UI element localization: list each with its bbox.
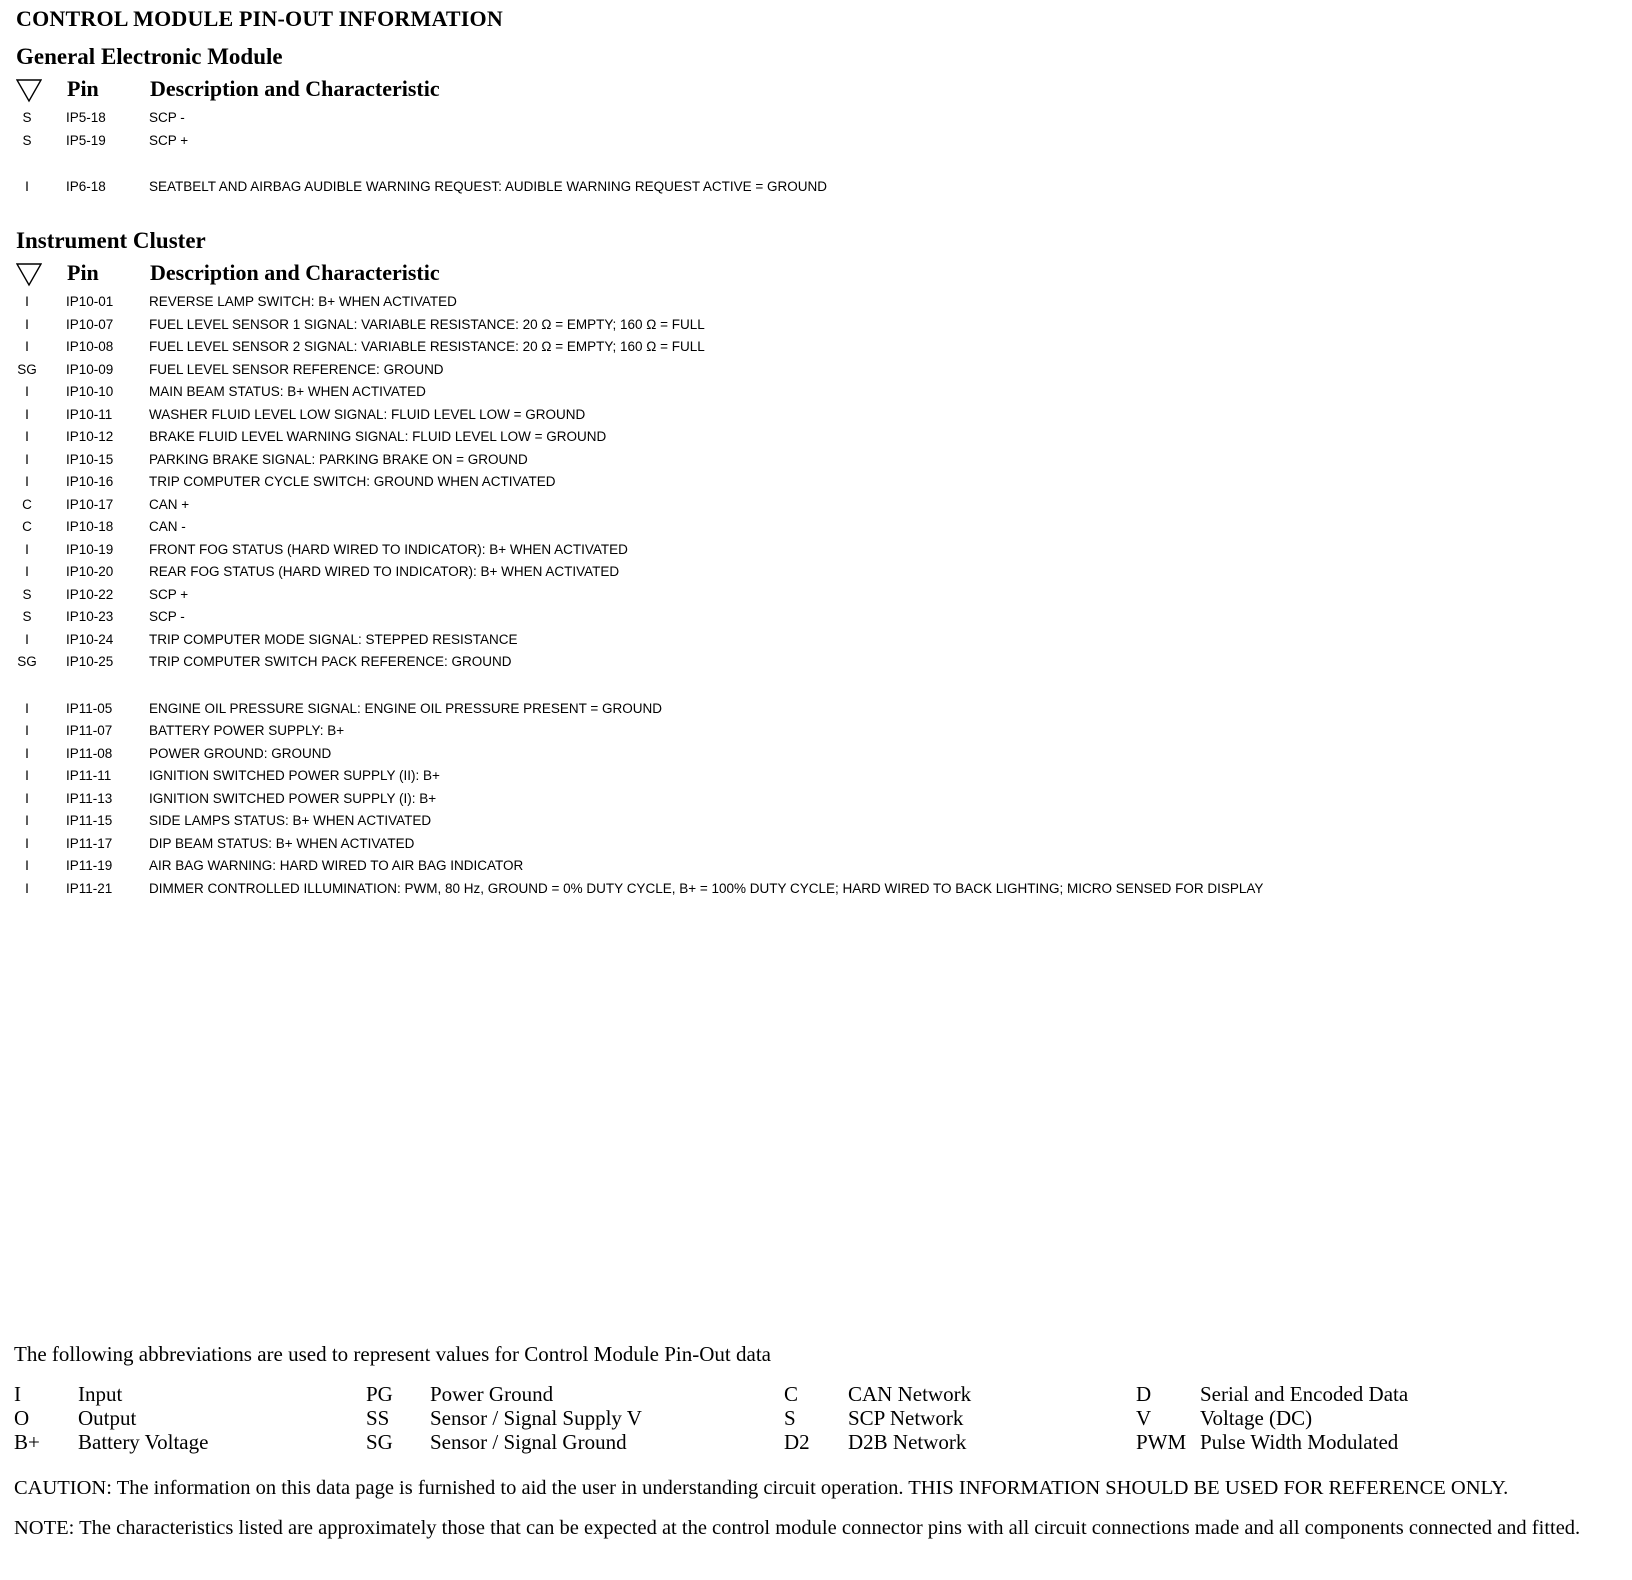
pin-number: IP5-18 xyxy=(66,110,106,125)
pin-type: SG xyxy=(17,361,37,377)
section-title: Instrument Cluster xyxy=(16,228,206,253)
pin-number: IP10-15 xyxy=(66,451,114,467)
pin-row xyxy=(16,651,1576,674)
pin-description: DIMMER CONTROLLED ILLUMINATION: PWM, 80 Hz, GROUND = 0% DUTY CYCLE, B+ = 100% DUTY CYCLE; HARD WIRED TO BACK LIGHTING; MICRO SENSED FOR DISPLAY xyxy=(149,880,1264,896)
pin-description: POWER GROUND: GROUND xyxy=(149,745,332,761)
pin-row xyxy=(16,494,1576,517)
pin-description: MAIN BEAM STATUS: B+ WHEN ACTIVATED xyxy=(149,384,426,399)
pin-description: FUEL LEVEL SENSOR REFERENCE: GROUND xyxy=(149,361,444,377)
pin-type: I xyxy=(25,384,29,399)
pin-row xyxy=(16,698,1576,721)
pin-description: SCP - xyxy=(149,110,185,125)
pin-description: SCP + xyxy=(149,132,189,148)
pin-description: REAR FOG STATUS (HARD WIRED TO INDICATOR): B+ WHEN ACTIVATED xyxy=(149,564,620,579)
pin-type: I xyxy=(25,790,29,806)
pin-number: IP11-08 xyxy=(66,745,113,761)
abbreviation-meaning: CAN Network xyxy=(848,1382,972,1406)
pin-number: IP11-05 xyxy=(66,700,113,716)
abbreviation-meaning: D2B Network xyxy=(848,1430,967,1454)
abbreviation-code: V xyxy=(1136,1406,1152,1430)
pin-number: IP11-11 xyxy=(66,768,112,783)
pin-description: FUEL LEVEL SENSOR 2 SIGNAL: VARIABLE RESISTANCE: 20 Ω = EMPTY; 160 Ω = FULL xyxy=(149,339,705,354)
abbreviation-code: D2 xyxy=(784,1430,810,1454)
pin-number: IP11-17 xyxy=(66,835,113,851)
pin-description: AIR BAG WARNING: HARD WIRED TO AIR BAG INDICATOR xyxy=(149,858,524,873)
pin-row xyxy=(16,449,1576,472)
pin-row xyxy=(16,788,1576,811)
pin-type: I xyxy=(25,745,29,761)
pin-description: DIP BEAM STATUS: B+ WHEN ACTIVATED xyxy=(149,835,415,851)
abbreviation-meaning: SCP Network xyxy=(848,1406,964,1430)
pin-row xyxy=(16,381,1576,404)
pin-description: REVERSE LAMP SWITCH: B+ WHEN ACTIVATED xyxy=(149,294,457,309)
pin-row xyxy=(16,855,1576,878)
abbreviation-meaning: Sensor / Signal Ground xyxy=(430,1430,627,1454)
pin-row xyxy=(16,107,1576,130)
abbreviation-entry xyxy=(1136,1406,1596,1431)
pin-type: I xyxy=(25,316,29,332)
abbreviation-code: PWM xyxy=(1136,1430,1187,1454)
pin-number: IP10-10 xyxy=(66,384,114,399)
pin-row xyxy=(16,629,1576,652)
abbreviation-meaning: Power Ground xyxy=(430,1382,554,1406)
pin-type: I xyxy=(25,179,29,194)
pin-description: BRAKE FLUID LEVEL WARNING SIGNAL: FLUID LEVEL LOW = GROUND xyxy=(149,429,607,444)
column-header-row xyxy=(16,74,1576,107)
pin-row xyxy=(16,720,1576,743)
pin-type: S xyxy=(22,609,32,624)
pin-description: BATTERY POWER SUPPLY: B+ xyxy=(149,723,345,738)
pin-type: I xyxy=(25,813,29,828)
section-title: General Electronic Module xyxy=(16,44,283,69)
pin-number: IP11-13 xyxy=(66,790,113,806)
description-column-header: Description and Characteristic xyxy=(150,76,440,101)
pin-type: S xyxy=(22,110,32,125)
pin-description: CAN + xyxy=(149,496,190,512)
pin-row xyxy=(16,765,1576,788)
abbreviation-meaning: Sensor / Signal Supply V xyxy=(430,1406,642,1430)
abbreviation-entry xyxy=(1136,1430,1596,1455)
pin-number: IP10-24 xyxy=(66,631,114,647)
pin-type: I xyxy=(25,451,29,467)
note-text: NOTE: The characteristics listed are approximately those that can be expected at the control module connector pins with all circuit connections made and all components connected and fitted. xyxy=(14,1517,1581,1539)
pin-type: I xyxy=(25,564,29,579)
pin-number: IP10-25 xyxy=(66,654,114,669)
abbreviations-intro: The following abbreviations are used to represent values for Control Module Pin-Out data xyxy=(14,1342,771,1366)
pin-type: C xyxy=(22,496,32,512)
abbreviation-code: S xyxy=(784,1406,796,1430)
abbreviation-code: SG xyxy=(366,1430,393,1454)
abbreviation-meaning: Voltage (DC) xyxy=(1200,1406,1313,1430)
pin-description: IGNITION SWITCHED POWER SUPPLY (II): B+ xyxy=(149,768,440,783)
abbreviation-code: PG xyxy=(366,1382,393,1406)
abbreviation-entry xyxy=(366,1430,826,1455)
abbreviation-meaning: Battery Voltage xyxy=(78,1430,209,1454)
pin-row xyxy=(16,606,1576,629)
pin-row xyxy=(16,561,1576,584)
pin-description: SIDE LAMPS STATUS: B+ WHEN ACTIVATED xyxy=(149,813,432,828)
pin-description: TRIP COMPUTER MODE SIGNAL: STEPPED RESISTANCE xyxy=(149,631,518,647)
pin-description: TRIP COMPUTER CYCLE SWITCH: GROUND WHEN ACTIVATED xyxy=(149,474,556,489)
pin-description: TRIP COMPUTER SWITCH PACK REFERENCE: GROUND xyxy=(149,654,512,669)
pin-description: SEATBELT AND AIRBAG AUDIBLE WARNING REQUEST: AUDIBLE WARNING REQUEST ACTIVE = GROUND xyxy=(149,179,828,194)
abbreviation-code: I xyxy=(14,1382,21,1406)
caution-text: CAUTION: The information on this data page is furnished to aid the user in understanding circuit operation. THIS INFORMATION SHOULD BE USED FOR REFERENCE ONLY. xyxy=(14,1477,1509,1499)
pin-number: IP10-09 xyxy=(66,361,114,377)
abbreviation-meaning: Pulse Width Modulated xyxy=(1200,1430,1399,1454)
signal-direction-triangle-icon xyxy=(16,77,42,103)
pin-type: I xyxy=(25,631,29,647)
pin-type: I xyxy=(25,768,29,783)
pin-type: I xyxy=(25,880,29,896)
abbreviation-entry xyxy=(1136,1382,1596,1407)
pin-number: IP5-19 xyxy=(66,132,106,148)
pin-description: PARKING BRAKE SIGNAL: PARKING BRAKE ON = GROUND xyxy=(149,451,528,467)
pin-number: IP11-19 xyxy=(66,858,113,873)
pin-number: IP10-20 xyxy=(66,564,114,579)
row-group-spacer xyxy=(16,152,1576,176)
signal-direction-triangle-icon xyxy=(16,261,42,287)
pin-number: IP10-16 xyxy=(66,474,114,489)
pin-type: C xyxy=(22,519,32,534)
pin-type: I xyxy=(25,723,29,738)
pin-row xyxy=(16,471,1576,494)
pin-description: CAN - xyxy=(149,519,186,534)
pin-row xyxy=(16,426,1576,449)
abbreviation-code: SS xyxy=(366,1406,390,1430)
pin-row xyxy=(16,176,1576,199)
abbreviation-meaning: Input xyxy=(78,1382,123,1406)
abbreviation-code: C xyxy=(784,1382,799,1406)
pin-row xyxy=(16,878,1576,901)
abbreviation-meaning: Output xyxy=(78,1406,137,1430)
pin-number: IP10-12 xyxy=(66,429,114,444)
pin-description: ENGINE OIL PRESSURE SIGNAL: ENGINE OIL PRESSURE PRESENT = GROUND xyxy=(149,700,662,716)
pin-description: IGNITION SWITCHED POWER SUPPLY (I): B+ xyxy=(149,790,437,806)
abbreviation-code: O xyxy=(14,1406,30,1430)
pin-row xyxy=(16,314,1576,337)
abbreviation-meaning: Serial and Encoded Data xyxy=(1200,1382,1409,1406)
pin-number: IP11-21 xyxy=(66,880,113,896)
pin-row xyxy=(16,810,1576,833)
pin-description: FUEL LEVEL SENSOR 1 SIGNAL: VARIABLE RESISTANCE: 20 Ω = EMPTY; 160 Ω = FULL xyxy=(149,316,705,332)
pin-row xyxy=(16,404,1576,427)
pin-number: IP10-07 xyxy=(66,316,114,332)
pin-type: S xyxy=(22,132,32,148)
pin-type: I xyxy=(25,294,29,309)
section-instrument-cluster xyxy=(16,224,1576,900)
pin-description: WASHER FLUID LEVEL LOW SIGNAL: FLUID LEVEL LOW = GROUND xyxy=(149,406,586,422)
pin-description: SCP - xyxy=(149,609,185,624)
pin-number: IP10-01 xyxy=(66,294,114,309)
pin-type: I xyxy=(25,541,29,557)
pin-column-header: Pin xyxy=(67,76,99,101)
pin-row xyxy=(16,516,1576,539)
pin-number: IP10-22 xyxy=(66,586,114,602)
pin-row xyxy=(16,359,1576,382)
pin-description: SCP + xyxy=(149,586,189,602)
pin-number: IP11-15 xyxy=(66,813,113,828)
pin-row xyxy=(16,584,1576,607)
pin-number: IP10-19 xyxy=(66,541,114,557)
page-title: CONTROL MODULE PIN-OUT INFORMATION xyxy=(16,6,503,31)
pin-type: SG xyxy=(17,654,37,669)
pin-number: IP10-23 xyxy=(66,609,114,624)
abbreviations-legend xyxy=(14,1382,1614,1458)
pin-type: I xyxy=(25,429,29,444)
pin-row xyxy=(16,291,1576,314)
pin-number: IP10-11 xyxy=(66,406,113,422)
pin-row xyxy=(16,539,1576,562)
abbreviation-code: B+ xyxy=(14,1430,40,1454)
pin-number: IP6-18 xyxy=(66,179,106,194)
pin-type: I xyxy=(25,858,29,873)
pin-row xyxy=(16,130,1576,153)
pin-column-header: Pin xyxy=(67,260,99,285)
pin-type: S xyxy=(22,586,32,602)
pin-type: I xyxy=(25,700,29,716)
pin-row xyxy=(16,743,1576,766)
pin-type: I xyxy=(25,474,29,489)
pin-number: IP10-17 xyxy=(66,496,114,512)
abbreviation-entry xyxy=(366,1406,826,1431)
pin-description: FRONT FOG STATUS (HARD WIRED TO INDICATOR): B+ WHEN ACTIVATED xyxy=(149,541,628,557)
pin-number: IP10-08 xyxy=(66,339,114,354)
pin-number: IP10-18 xyxy=(66,519,114,534)
pin-row xyxy=(16,833,1576,856)
pin-type: I xyxy=(25,835,29,851)
pin-type: I xyxy=(25,339,29,354)
description-column-header: Description and Characteristic xyxy=(150,260,440,285)
row-group-spacer xyxy=(16,674,1576,698)
abbreviation-entry xyxy=(366,1382,826,1407)
abbreviation-code: D xyxy=(1136,1382,1152,1406)
pin-type: I xyxy=(25,406,29,422)
column-header-row xyxy=(16,258,1576,291)
section-general-electronic-module xyxy=(16,40,1576,199)
pin-number: IP11-07 xyxy=(66,723,113,738)
pin-row xyxy=(16,336,1576,359)
